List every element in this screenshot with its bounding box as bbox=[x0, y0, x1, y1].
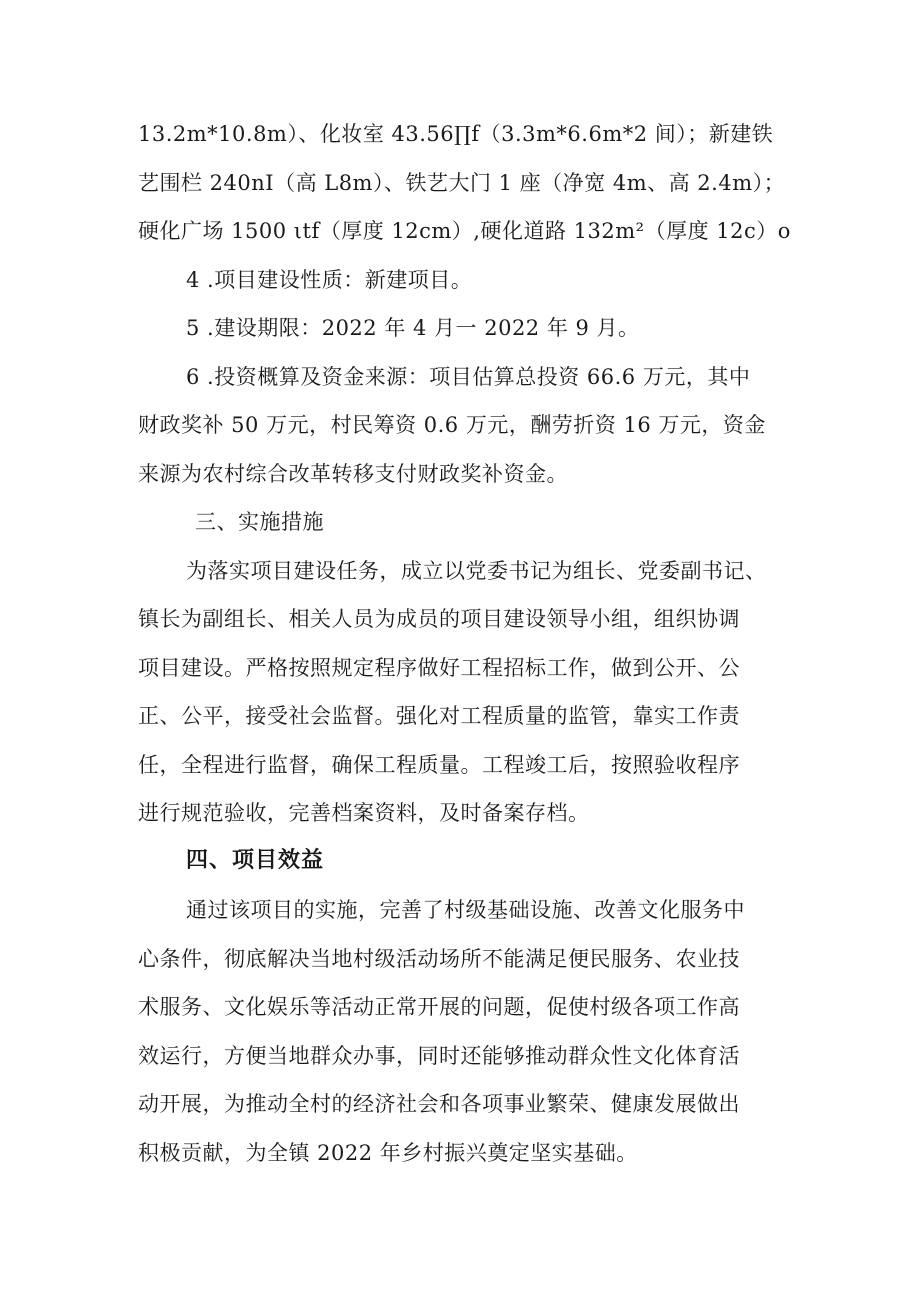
paragraph-line: 任，全程进行监督，确保工程质量。工程竣工后，按照验收程序 bbox=[138, 753, 740, 777]
list-item-6: 6 .投资概算及资金来源：项目估算总投资 66.6 万元，其中 bbox=[186, 365, 751, 389]
paragraph-line: 进行规范验收，完善档案资料，及时备案存档。 bbox=[138, 801, 590, 825]
paragraph-line: 动开展，为推动全村的经济社会和各项事业繁荣、健康发展做出 bbox=[138, 1092, 740, 1116]
list-item-4: 4 .项目建设性质：新建项目。 bbox=[186, 268, 473, 292]
text-line: 财政奖补 50 万元，村民筹资 0.6 万元，酬劳折资 16 万元，资金 bbox=[138, 413, 766, 437]
paragraph-line: 效运行，方便当地群众办事，同时还能够推动群众性文化体育活 bbox=[138, 1044, 740, 1068]
list-item-5: 5 .建设期限：2022 年 4 月一 2022 年 9 月。 bbox=[186, 316, 640, 340]
paragraph-line: 正、公平，接受社会监督。强化对工程质量的监管，靠实工作责 bbox=[138, 704, 740, 728]
paragraph-line: 镇长为副组长、相关人员为成员的项目建设领导小组，组织协调 bbox=[138, 607, 740, 631]
text-line: 来源为农村综合改革转移支付财政奖补资金。 bbox=[138, 462, 568, 486]
paragraph-line: 心条件，彻底解决当地村级活动场所不能满足便民服务、农业技 bbox=[138, 947, 740, 971]
section-heading-3: 三、实施措施 bbox=[195, 510, 324, 534]
paragraph-line: 术服务、文化娱乐等活动正常开展的问题，促使村级各项工作高 bbox=[138, 995, 740, 1019]
section-heading-4: 四、项目效益 bbox=[186, 848, 325, 873]
text-line: 硬化广场 1500 ιtf（厚度 12cm）,硬化道路 132m²（厚度 12c）o bbox=[138, 219, 791, 243]
paragraph-line: 为落实项目建设任务，成立以党委书记为组长、党委副书记、 bbox=[186, 559, 767, 583]
paragraph-line: 通过该项目的实施，完善了村级基础设施、改善文化服务中 bbox=[186, 898, 745, 922]
text-line: 13.2m*10.8m）、化妆室 43.56∏f（3.3m*6.6m*2 间）；新建铁 bbox=[138, 122, 774, 146]
paragraph-line: 项目建设。严格按照规定程序做好工程招标工作，做到公开、公 bbox=[138, 656, 740, 680]
text-line: 艺围栏 240nI（高 L8m）、铁艺大门 1 座（净宽 4m、高 2.4m）； bbox=[138, 171, 786, 195]
paragraph-line: 积极贡献，为全镇 2022 年乡村振兴奠定坚实基础。 bbox=[138, 1141, 638, 1165]
